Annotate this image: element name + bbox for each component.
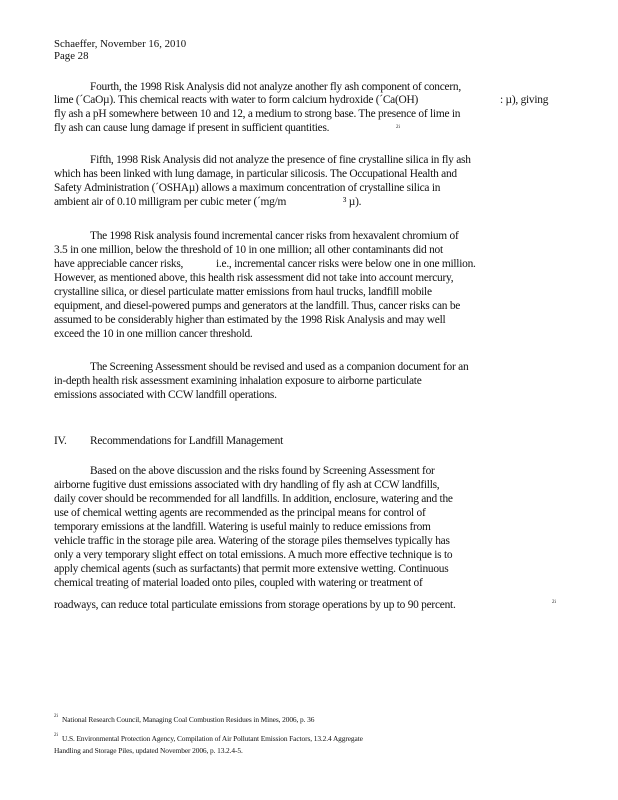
footnote-reference: 2i <box>396 125 400 130</box>
paragraph-line: have appreciable cancer risks, <box>54 258 184 270</box>
paragraph-line: Safety Administration (´OSHAµ) allows a maximum concentration of crystalline silica in <box>54 182 441 194</box>
paragraph-line: ³ µ). <box>343 196 362 208</box>
paragraph-line: which has been linked with lung damage, in particular silicosis. The Occupational Health and <box>54 168 457 180</box>
paragraph-line: crystalline silica, or diesel particulate matter emissions from haul trucks, landfill mobile <box>54 286 432 298</box>
paragraph-line: exceed the 10 in one million cancer threshold. <box>54 328 253 340</box>
paragraph-line: apply chemical agents (such as surfactants) that permit more extensive wetting. Continuous <box>54 563 449 575</box>
paragraph-line: chemical treating of material loaded onto piles, coupled with watering or treatment of <box>54 577 423 589</box>
paragraph-line: ambient air of 0.10 milligram per cubic meter (´mg/m <box>54 196 287 208</box>
paragraph-line: emissions associated with CCW landfill operations. <box>54 389 277 401</box>
paragraph-line: 3.5 in one million, below the threshold of 10 in one million; all other contaminants did not <box>54 244 443 256</box>
section-title: Recommendations for Landfill Management <box>90 435 284 447</box>
footnote-text: Handling and Storage Piles, updated November 2006, p. 13.2.4-5. <box>54 746 243 755</box>
paragraph-line: Fourth, the 1998 Risk Analysis did not analyze another fly ash component of concern, <box>90 81 461 93</box>
paragraph-line: fly ash can cause lung damage if present in sufficient quantities. <box>54 122 330 134</box>
footnote-text: National Research Council, Managing Coal Combustion Residues in Mines, 2006, p. 36 <box>62 715 315 724</box>
paragraph-line: assumed to be considerably higher than estimated by the 1998 Risk Analysis and may well <box>54 314 446 326</box>
paragraph-line: Fifth, 1998 Risk Analysis did not analyze the presence of fine crystalline silica in fly ash <box>90 154 471 166</box>
footnote-reference: 2i <box>552 600 556 605</box>
paragraph-line: only a very temporary slight effect on total emissions. A much more effective technique is to <box>54 549 453 561</box>
paragraph-line: vehicle traffic in the storage pile area. Watering of the storage piles themselves typically has <box>54 535 450 547</box>
paragraph-line: equipment, and diesel-powered pumps and generators at the landfill. Thus, cancer risks can be <box>54 300 461 312</box>
paragraph-line: : µ), giving <box>500 94 549 106</box>
paragraph-line: temporary emissions at the landfill. Watering is useful mainly to reduce emissions from <box>54 521 431 533</box>
paragraph-line: lime (´CaOµ). This chemical reacts with water to form calcium hydroxide (´Ca(OH) <box>54 94 419 106</box>
footnote-number: 2i <box>54 714 58 719</box>
paragraph-line: airborne fugitive dust emissions associated with dry handling of fly ash at CCW landfills, <box>54 479 440 491</box>
paragraph-line: However, as mentioned above, this health risk assessment did not take into account mercury, <box>54 272 454 284</box>
paragraph-line: fly ash a pH somewhere between 10 and 12, a medium to strong base. The presence of lime in <box>54 108 461 120</box>
section-number: IV. <box>54 435 67 447</box>
paragraph-line: roadways, can reduce total particulate emissions from storage operations by up to 90 percent. <box>54 599 456 611</box>
paragraph-line: daily cover should be recommended for all landfills. In addition, enclosure, watering and the <box>54 493 453 505</box>
paragraph-line: in-depth health risk assessment examining inhalation exposure to airborne particulate <box>54 375 422 387</box>
footnote-number: 2i <box>54 733 58 738</box>
paragraph-line: i.e., incremental cancer risks were below one in one million. <box>216 258 476 270</box>
paragraph-line: The 1998 Risk analysis found incremental cancer risks from hexavalent chromium of <box>90 230 459 242</box>
page-header-date: Schaeffer, November 16, 2010 <box>54 38 187 50</box>
footnote-text: U.S. Environmental Protection Agency, Compilation of Air Pollutant Emission Factors, 13.2.4 Aggregate <box>62 734 363 743</box>
paragraph-line: Based on the above discussion and the risks found by Screening Assessment for <box>90 465 435 477</box>
paragraph-line: use of chemical wetting agents are recommended as the principal means for control of <box>54 507 426 519</box>
paragraph-line: The Screening Assessment should be revised and used as a companion document for an <box>90 361 469 373</box>
page-number: Page 28 <box>54 50 89 62</box>
